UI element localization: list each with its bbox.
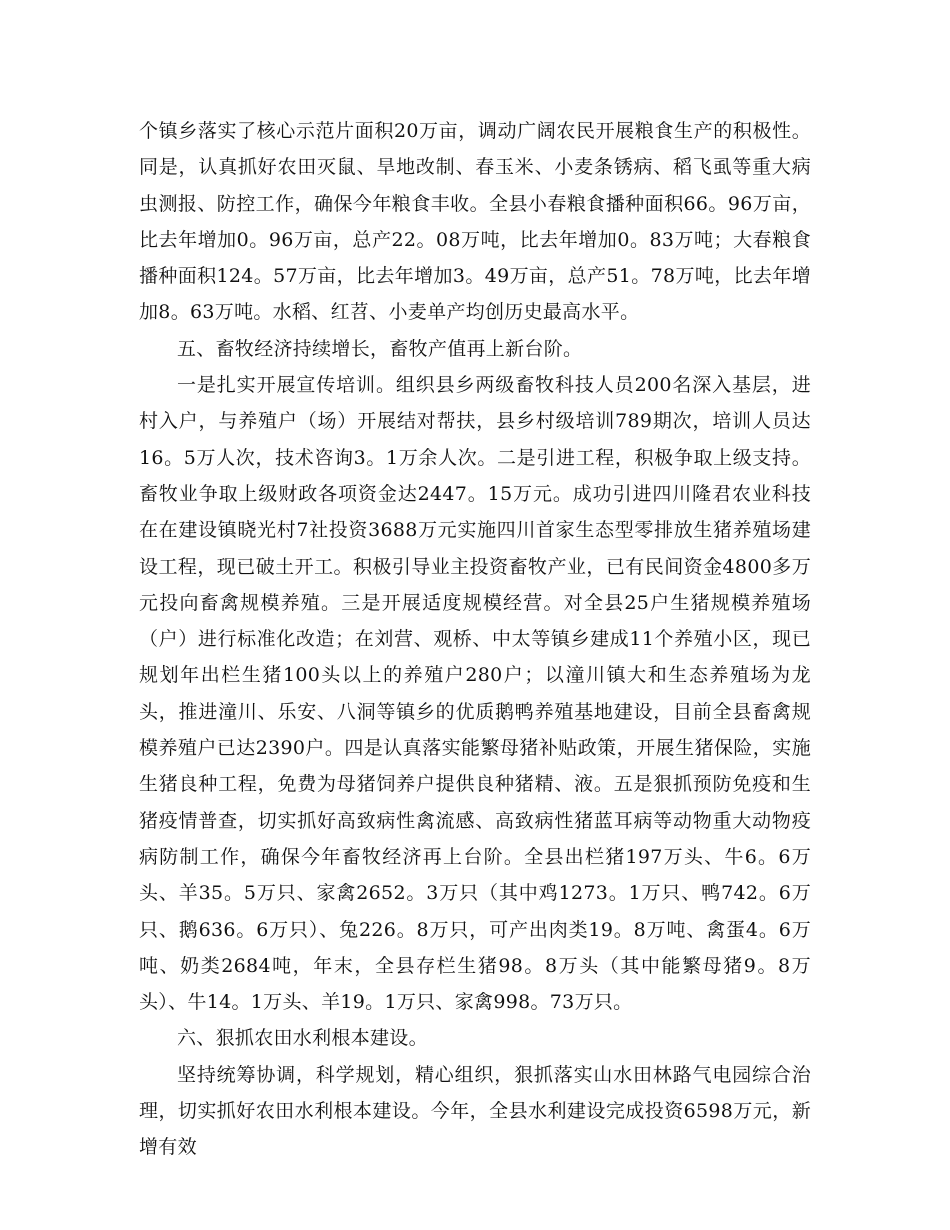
paragraph-grain-production: 个镇乡落实了核心示范片面积20万亩，调动广阔农民开展粮食生产的积极性。同是，认真抓好农田灭鼠、旱地改制、春玉米、小麦条锈病、稻飞虱等重大病虫测报、防控工作，确保今年粮食丰收。全县小春粮食播种面积66。96万亩，比去年增加0。96万亩，总产22。08万吨，比去年增加0。83万吨；大春粮食播种面积124。57万亩，比去年增加3。49万亩，总产51。78万吨，比去年增加8。63万吨。水稻、红苕、小麦单产均创历史最高水平。	[139, 120, 811, 324]
paragraph-livestock-details: 一是扎实开展宣传培训。组织县乡两级畜牧科技人员200名深入基层，进村入户，与养殖户（场）开展结对帮扶，县乡村级培训789期次，培训人员达16。5万人次，技术咨询3。1万余人次。二是引进工程，积极争取上级支持。畜牧业争取上级财政各项资金达2447。15万元。成功引进四川隆君农业科技在在建设镇晓光村7社投资3688万元实施四川首家生态型零排放生猪养殖场建设工程，现已破土开工。积极引导业主投资畜牧产业，已有民间资金4800多万元投向畜禽规模养殖。三是开展适度规模经营。对全县25户生猪规模养殖场（户）进行标准化改造；在刘营、观桥、中太等镇乡建成11个养殖小区，现已规划年出栏生猪100头以上的养殖户280户；以潼川镇大和生态养殖场为龙头，推进潼川、乐安、八洞等镇乡的优质鹅鸭养殖基地建设，目前全县畜禽规模养殖户已达2390户。四是认真落实能繁母猪补贴政策，开展生猪保险，实施生猪良种工程，免费为母猪饲养户提供良种猪精、液。五是狠抓预防免疫和生猪疫情普查，切实抓好高致病性禽流感、高致病性猪蓝耳病等动物重大动物疫病防制工作，确保今年畜牧经济再上台阶。全县出栏猪197万头、牛6。6万头、羊35。5万只、家禽2652。3万只（其中鸡1273。1万只、鸭742。6万只、鹅636。6万只）、兔226。8万只，可产出肉类19。8万吨、禽蛋4。6万吨、奶类2684吨，年末，全县存栏生猪98。8万头（其中能繁母猪9。8万头）、牛14。1万头、羊19。1万只、家禽998。73万只。	[139, 374, 811, 1014]
section-heading-irrigation: 六、狠抓农田水利根本建设。	[177, 1027, 428, 1050]
section-heading-livestock: 五、畜牧经济持续增长，畜牧产值再上新台阶。	[177, 337, 583, 360]
document-body	[139, 113, 811, 1166]
paragraph-irrigation-details: 坚持统筹协调，科学规划，精心组织，狠抓落实山水田林路气电园综合治理，切实抓好农田水利根本建设。今年，全县水利建设完成投资6598万元，新增有效	[139, 1063, 811, 1159]
